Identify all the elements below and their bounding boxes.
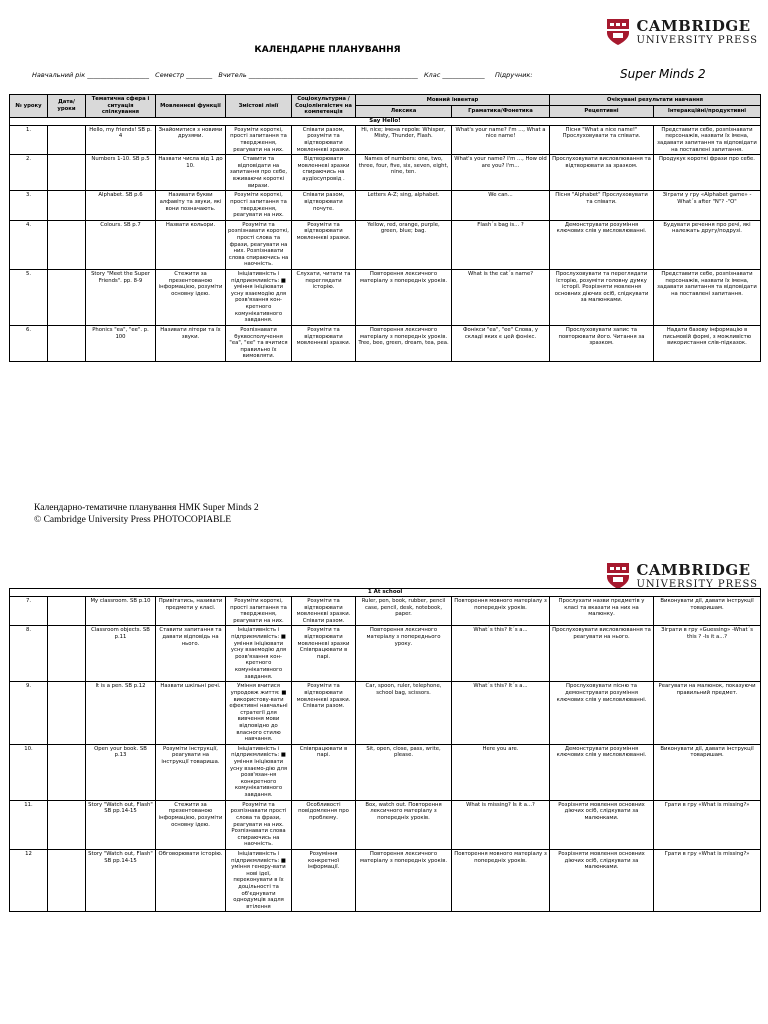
lexis-cell: Повторення лексичного матеріалу з попередніх уроків. Tree, bee, green, dream, tea, pea.	[356, 325, 452, 361]
lexis-cell: Повторення лексичного матеріалу з попередніх уроків.	[356, 849, 452, 911]
lesson-date-cell	[48, 325, 86, 361]
lexis-cell: Car, spoon, ruler, telephone, school bag, scissors.	[356, 682, 452, 744]
lesson-num-cell: 9.	[10, 682, 48, 744]
functions-cell: Знайомитися з новими друзями.	[156, 125, 226, 154]
receptive-cell: Прослуховувати висловлювання та відтворювати за зразком.	[550, 155, 654, 191]
functions-cell: Ставити запитання та давати відповідь на нього.	[156, 626, 226, 682]
semester-field: Семестр ________	[155, 71, 213, 79]
socio-cell: Розуміти та відтворювати мовленнєві зразки.	[292, 325, 356, 361]
logo-sub: UNIVERSITY PRESS	[636, 578, 758, 590]
receptive-cell: Прослуховувати запис та повторювати його. Читання за зразком.	[550, 325, 654, 361]
functions-cell: Назвати шкільні речі.	[156, 682, 226, 744]
sphere-cell: Classroom objects. SB p.11	[86, 626, 156, 682]
receptive-cell: Розрізняти мовлення основних діючих осіб, слідкувати за малюнками.	[550, 849, 654, 911]
lesson-num-cell: 3.	[10, 191, 48, 220]
interactive-cell: Зіграти у гру «Alphabet game» -What´s after "N"? -"O"	[654, 191, 761, 220]
section-title: Say Hello!	[10, 117, 761, 125]
content-lines-cell: Розуміти короткі, прості запитання та твердження, реагувати на них.	[226, 597, 292, 626]
interactive-cell: Виконувати дії, давати інструкції товаришам.	[654, 744, 761, 800]
lesson-num-cell: 10.	[10, 744, 48, 800]
functions-cell: Стежити за презентованою інформацією, розуміти основну ідею.	[156, 270, 226, 326]
cambridge-logo	[606, 18, 758, 46]
content-lines-cell: Ініціативність і підприємливість: ■ уміння генеру-вати нові ідеї, переконувати в їх доцільності та об'єднувати однодумців задля втілення	[226, 849, 292, 911]
header-results: Очікувані результати навчання	[550, 95, 761, 106]
shield-icon	[606, 562, 630, 590]
header-interactive: Інтеракційні/продуктивні	[654, 106, 761, 117]
table-row	[10, 220, 761, 269]
socio-cell: Співати разом, розуміти та відтворювати мовленнєві зразки.	[292, 125, 356, 154]
logo-name: CAMBRIDGE	[636, 16, 751, 35]
sphere-cell: Numbers 1-10. SB p.5	[86, 155, 156, 191]
sphere-cell: My classroom. SB p.10	[86, 597, 156, 626]
lexis-cell: Ruler, pen, book, rubber, pencil case, pencil, desk, notebook, paper.	[356, 597, 452, 626]
content-lines-cell: Розуміти та розпізнавати короткі, прості слова та фрази, реагувати на них. Розпізнавати слова спираючись на наочність.	[226, 220, 292, 269]
lesson-date-cell	[48, 744, 86, 800]
receptive-cell: Розрізняти мовлення основних діючих осіб, слідкувати за малюнками.	[550, 800, 654, 849]
content-lines-cell: Ініціативність і підприємливість: ■ уміння ініціювати усну взаємодію для розв'язання кон-кретного комунікативного завдання.	[226, 270, 292, 326]
socio-cell: Розуміти та відтворювати мовленнєві зразки. Співати разом.	[292, 597, 356, 626]
class-field: Клас _____________	[423, 71, 485, 79]
lexis-cell: Yellow, red, orange, purple, green, blue; bag.	[356, 220, 452, 269]
receptive-cell: Демонструвати розуміння ключових слів у висловлюванні.	[550, 744, 654, 800]
footer-line-1: Календарно-тематичне планування НМК Super Minds 2	[34, 503, 259, 513]
socio-cell: Розуміти та відтворювати мовленнєві зразки Співпрацювати в парі.	[292, 626, 356, 682]
lesson-date-cell	[48, 270, 86, 326]
sphere-cell: Alphabet. SB p.6	[86, 191, 156, 220]
textbook-name: Super Minds 2	[620, 67, 706, 81]
sphere-cell: Open your book. SB p.13	[86, 744, 156, 800]
interactive-cell: Реагувати на малюнок, показуючи правильний предмет.	[654, 682, 761, 744]
table-row	[10, 849, 761, 911]
lesson-num-cell: 6.	[10, 325, 48, 361]
socio-cell: Розуміти та відтворювати мовленнєві зразки. Співати разом.	[292, 682, 356, 744]
lesson-num-cell: 1.	[10, 125, 48, 154]
interactive-cell: Представити себе, розпізнавати персонажів, назвати їх імена, задавати запитання та відповідати на поставлені запитання.	[654, 125, 761, 154]
grammar-cell: What is missing? Is it a...?	[452, 800, 550, 849]
functions-cell: Розуміти інструкції, реагувати на інструкції товариша.	[156, 744, 226, 800]
lesson-date-cell	[48, 682, 86, 744]
grammar-cell: What's your name? I'm ..., What a nice name!	[452, 125, 550, 154]
interactive-cell: Грати в гру «What is missing?»	[654, 800, 761, 849]
table-row	[10, 155, 761, 191]
receptive-cell: Прослуховувати та переглядати історію, розуміти головну думку історії. Розрізняти мовлення основних діючих осіб, слідкувати за малюнками.	[550, 270, 654, 326]
lesson-date-cell	[48, 800, 86, 849]
header-sphere: Тематична сфера і ситуація спілкування	[86, 95, 156, 118]
socio-cell: Особливості повідомлення про проблему.	[292, 800, 356, 849]
header-date: Дата/ уроки	[48, 95, 86, 118]
sphere-cell: It is a pen. SB p.12	[86, 682, 156, 744]
socio-cell: Відтворювати мовленнєві зразки спираючись на аудіосупровід .	[292, 155, 356, 191]
sphere-cell: Colours. SB p.7	[86, 220, 156, 269]
lesson-num-cell: 2.	[10, 155, 48, 191]
lesson-num-cell: 12	[10, 849, 48, 911]
header-receptive: Рецептивні	[550, 106, 654, 117]
cambridge-logo-2	[606, 562, 758, 590]
lexis-cell: Letters A-Z; sing, alphabet.	[356, 191, 452, 220]
header-grammar: Граматика/Фонетика	[452, 106, 550, 117]
lesson-date-cell	[48, 597, 86, 626]
content-lines-cell: Розуміти короткі, прості запитання та твердження, реагувати на них.	[226, 191, 292, 220]
sphere-cell: Hello, my friends! SB p. 4	[86, 125, 156, 154]
content-lines-cell: Уміння вчитися упродовж життя: ■ використову-вати ефективні навчальні стратегії для вивчення мови відповідно до власного стилю навчання.	[226, 682, 292, 744]
lexis-cell: Sit, open, close, pass, write, please.	[356, 744, 452, 800]
table-row	[10, 270, 761, 326]
sphere-cell: Story "Meet the Super Friends". pp. 8-9	[86, 270, 156, 326]
table-row	[10, 125, 761, 154]
grammar-cell: We can...	[452, 191, 550, 220]
functions-cell: Називати літери та їх звуки.	[156, 325, 226, 361]
interactive-cell: Будувати речення про речі, які належать другу/подрузі.	[654, 220, 761, 269]
footer	[34, 502, 259, 527]
lesson-date-cell	[48, 191, 86, 220]
content-lines-cell: Ініціативність і підприємливість: ■ уміння ініціювати усну взаємо-дію для розв'язан-ня конкретного комунікативного завдання.	[226, 744, 292, 800]
content-lines-cell: Розпізнавати буквосполучення "ea", "ee" та вчитися правильно їх вимовляти.	[226, 325, 292, 361]
header-num: № уроку	[10, 95, 48, 118]
receptive-cell: Пісня "What a nice name!" Прослуховувати та співати.	[550, 125, 654, 154]
content-lines-cell: Ставити та відповідати на запитання про себе, вживаючи короткі вирази.	[226, 155, 292, 191]
header-socio: Соціокультурна / Соціолінгвістич на компетенція	[292, 95, 356, 118]
interactive-cell: Продукує короткі фрази про себе.	[654, 155, 761, 191]
lexis-cell: Повторення лексичного матеріалу з попередніх уроків.	[356, 270, 452, 326]
socio-cell: Розуміти та відтворювати мовленнєві зразки.	[292, 220, 356, 269]
interactive-cell: Грати в гру «What is missing?»	[654, 849, 761, 911]
grammar-cell: Повторення мовного матеріалу з попередніх уроків.	[452, 849, 550, 911]
lesson-num-cell: 7.	[10, 597, 48, 626]
table-row	[10, 325, 761, 361]
table-row	[10, 597, 761, 626]
table-row	[10, 626, 761, 682]
section-title: 1 At school	[10, 589, 761, 597]
socio-cell: Співати разом, відтворювати почуте.	[292, 191, 356, 220]
shield-icon	[606, 18, 630, 46]
receptive-cell: Прослуховувати висловлювання та реагувати на нього.	[550, 626, 654, 682]
table-row	[10, 682, 761, 744]
interactive-cell: Представити себе, розпізнавати персонажів, назвати їх імена, задавати запитання та відповідати на поставлені запитання.	[654, 270, 761, 326]
sphere-cell: Story "Watch out, Flash" SB pp.14-15	[86, 800, 156, 849]
content-lines-cell: Розуміти та розпізнавати прості слова та фрази, реагувати на них. Розпізнавати слова спираючись на наочність.	[226, 800, 292, 849]
header-functions: Мовленнєві функції	[156, 95, 226, 118]
header-lexis: Лексика	[356, 106, 452, 117]
socio-cell: Розуміння конкретної інформації.	[292, 849, 356, 911]
textbook-label: Підручник:	[494, 71, 533, 79]
header-inventory: Мовний інвентар	[356, 95, 550, 106]
header-content: Змістові лінії	[226, 95, 292, 118]
plan-table-2	[9, 588, 761, 912]
socio-cell: Співпрацювати в парі.	[292, 744, 356, 800]
grammar-cell: What is the cat´s name?	[452, 270, 550, 326]
functions-cell: Називати букви алфавіту та звуки, які вони позначають.	[156, 191, 226, 220]
grammar-cell: Flash´s bag is... ?	[452, 220, 550, 269]
page-title: КАЛЕНДАРНЕ ПЛАНУВАННЯ	[254, 45, 401, 55]
logo-name: CAMBRIDGE	[636, 560, 751, 579]
lexis-cell: Повторення лексичного матеріалу з попереднього уроку.	[356, 626, 452, 682]
grammar-cell: What´s this? It´s a...	[452, 682, 550, 744]
teacher-field: Вчитель ____________________________________________________	[218, 71, 418, 79]
functions-cell: Назвати числа від 1 до 10.	[156, 155, 226, 191]
functions-cell: Привітатись, називати предмети у класі.	[156, 597, 226, 626]
receptive-cell: Прослуховувати пісню та демонструвати розуміння ключових слів у висловлюванні.	[550, 682, 654, 744]
functions-cell: Назвати кольори.	[156, 220, 226, 269]
grammar-cell: What's your name? I'm ..., How old are you? I'm...	[452, 155, 550, 191]
table-row	[10, 744, 761, 800]
grammar-cell: Here you are.	[452, 744, 550, 800]
year-field: Навчальний рік ___________________	[32, 71, 149, 79]
interactive-cell: Надати базову інформацію в письмовій формі, з можливістю використання слів-підказок.	[654, 325, 761, 361]
lesson-date-cell	[48, 155, 86, 191]
receptive-cell: Пісня "Alphabet" Прослуховувати та співати.	[550, 191, 654, 220]
lesson-date-cell	[48, 220, 86, 269]
receptive-cell: Демонструвати розуміння ключових слів у висловлюванні.	[550, 220, 654, 269]
grammar-cell: Повторення мовного матеріалу з попередніх уроків.	[452, 597, 550, 626]
socio-cell: Слухати, читати та переглядати історію.	[292, 270, 356, 326]
table-row	[10, 191, 761, 220]
lesson-num-cell: 11.	[10, 800, 48, 849]
lesson-date-cell	[48, 849, 86, 911]
functions-cell: Стежити за презентованою інформацією, розуміти основну ідею.	[156, 800, 226, 849]
lesson-date-cell	[48, 626, 86, 682]
functions-cell: Обговорювати історію.	[156, 849, 226, 911]
meta-line	[32, 67, 762, 81]
lexis-cell: Box, watch out. Повторення лексичного матеріалу з попередніх уроків.	[356, 800, 452, 849]
sphere-cell: Phonics "ea", "ee". p. 100	[86, 325, 156, 361]
content-lines-cell: Ініціативність і підприємливість: ■ уміння ініціювати усну взаємодію для розв'язання кон-кретного комунікативного завдання.	[226, 626, 292, 682]
interactive-cell: Виконувати дії, давати інструкції товаришам.	[654, 597, 761, 626]
plan-table-1	[9, 94, 761, 362]
lexis-cell: Names of numbers: one, two, three, four, five, six, seven, eight, nine, ten.	[356, 155, 452, 191]
sphere-cell: Story "Watch out, Flash" SB pp.14-15	[86, 849, 156, 911]
interactive-cell: Зіграти в гру «Guessing» -What´s this ? -Is it a...?	[654, 626, 761, 682]
content-lines-cell: Розуміти короткі, прості запитання та твердження, реагувати на них.	[226, 125, 292, 154]
lexis-cell: Hi, nice; імена героїв: Whisper, Misty, Thunder, Flash.	[356, 125, 452, 154]
grammar-cell: Фонікси "ea", "ee" Слова, у складі яких є цей фонікс.	[452, 325, 550, 361]
lesson-num-cell: 8.	[10, 626, 48, 682]
grammar-cell: What´s this? It´s a...	[452, 626, 550, 682]
table-row	[10, 800, 761, 849]
lesson-num-cell: 4.	[10, 220, 48, 269]
footer-line-2: © Cambridge University Press PHOTOCOPIABLE	[34, 515, 232, 526]
receptive-cell: Прослухати назви предметів у класі та вказати на них на малюнку.	[550, 597, 654, 626]
lesson-date-cell	[48, 125, 86, 154]
logo-sub: UNIVERSITY PRESS	[636, 34, 758, 46]
lesson-num-cell: 5.	[10, 270, 48, 326]
